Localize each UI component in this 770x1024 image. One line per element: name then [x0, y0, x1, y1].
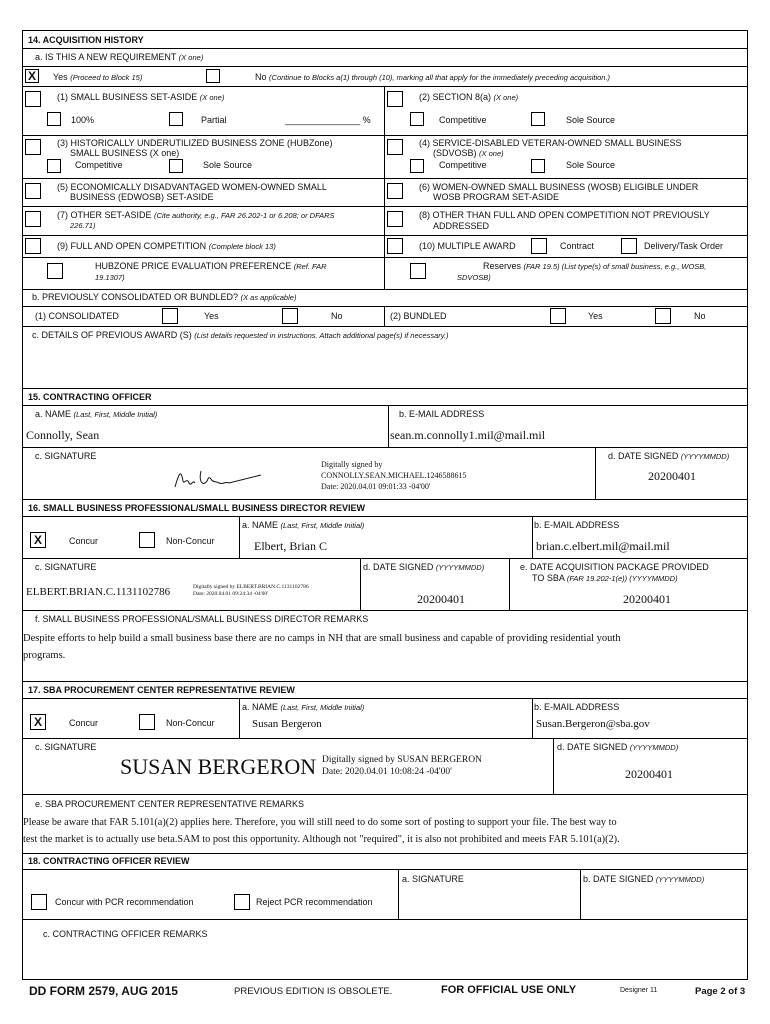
sbp-nonconcur-checkbox[interactable]	[139, 532, 155, 548]
sbp-concur-label: Concur	[69, 536, 99, 546]
small-business-set-aside-label: (1) SMALL BUSINESS SET-ASIDE (X one)	[57, 92, 225, 102]
consolidated-label: (1) CONSOLIDATED	[35, 311, 119, 321]
pcr-remarks-label: e. SBA PROCUREMENT CENTER REPRESENTATIVE REMARKS	[35, 799, 305, 809]
sbp-concur-checkbox[interactable]: X	[30, 532, 46, 548]
consolidated-yes-checkbox[interactable]	[162, 308, 178, 324]
bundled-label: (2) BUNDLED	[390, 311, 447, 321]
co-name-value[interactable]: Connolly, Sean	[26, 428, 100, 442]
sdvosb-checkbox[interactable]	[387, 139, 403, 155]
new-requirement-label: a. IS THIS A NEW REQUIREMENT (X one)	[35, 52, 204, 62]
small-business-set-aside-checkbox[interactable]	[25, 91, 41, 107]
pcr-digital-signature: Digitally signed by SUSAN BERGERON Date: 2020.04.01 10:08:24 -04'00'	[322, 755, 482, 777]
edwosb-label-2: BUSINESS (EDWOSB) SET-ASIDE	[70, 192, 214, 202]
hubzone-sole-source-checkbox[interactable]	[169, 159, 183, 173]
section-15-title: 15. CONTRACTING OFFICER	[28, 392, 152, 402]
section-8a-checkbox[interactable]	[387, 91, 403, 107]
co-review-remarks-label: c. CONTRACTING OFFICER REMARKS	[43, 929, 208, 939]
multiple-award-checkbox[interactable]	[387, 238, 403, 254]
sbsa-100-checkbox[interactable]	[47, 112, 61, 126]
sbsa-partial-checkbox[interactable]	[169, 112, 183, 126]
reject-pcr-label: Reject PCR recommendation	[256, 897, 373, 907]
pcr-concur-label: Concur	[69, 718, 99, 728]
bundled-yes-label: Yes	[588, 311, 603, 321]
hubzone-competitive-label: Competitive	[75, 160, 123, 170]
delivery-task-order-checkbox[interactable]	[621, 238, 637, 254]
reject-pcr-checkbox[interactable]	[234, 894, 250, 910]
no-label: No (Continue to Blocks a(1) through (10), marking all that apply for the immediately preceding acquisition.)	[255, 72, 611, 82]
sbsa-percent-field[interactable]: _______________ %	[285, 115, 371, 125]
section-18-title: 18. CONTRACTING OFFICER REVIEW	[28, 856, 190, 866]
sbsa-100-label: 100%	[71, 115, 95, 125]
edwosb-label-1: (5) ECONOMICALLY DISADVANTAGED WOMEN-OWNED SMALL	[57, 182, 327, 192]
package-date-label-1: e. DATE ACQUISITION PACKAGE PROVIDED	[520, 562, 709, 572]
section-17-title: 17. SBA PROCUREMENT CENTER REPRESENTATIVE REVIEW	[28, 685, 295, 695]
co-signature-label: c. SIGNATURE	[35, 451, 97, 461]
pcr-date-label: d. DATE SIGNED (YYYYMMDD)	[557, 742, 679, 752]
hubzone-label-2: SMALL BUSINESS (X one)	[70, 148, 180, 158]
sbp-email-label: b. E-MAIL ADDRESS	[534, 520, 620, 530]
delivery-task-order-label: Delivery/Task Order	[644, 241, 724, 251]
8a-competitive-checkbox[interactable]	[410, 112, 424, 126]
wosb-label-1: (6) WOMEN-OWNED SMALL BUSINESS (WOSB) ELIGIBLE UNDER	[419, 182, 699, 192]
concur-pcr-label: Concur with PCR recommendation	[55, 897, 194, 907]
form-number: DD FORM 2579, AUG 2015	[29, 984, 178, 998]
pcr-signature-label: c. SIGNATURE	[35, 742, 97, 752]
co-review-date-label: b. DATE SIGNED (YYYYMMDD)	[583, 874, 705, 884]
reserves-label: Reserves (FAR 19.5) (List type(s) of small business, e.g., WOSB,	[483, 261, 707, 271]
section-16-title: 16. SMALL BUSINESS PROFESSIONAL/SMALL BUSINESS DIRECTOR REVIEW	[28, 503, 366, 513]
co-digital-signature: Digitally signed by CONNOLLY.SEAN.MICHAEL.1246588615 Date: 2020.04.01 09:01:33 -04'00'	[321, 460, 467, 491]
8a-sole-source-checkbox[interactable]	[531, 112, 545, 126]
sdvosb-label-2: (SDVOSB) (X one)	[433, 148, 504, 158]
previous-edition-note: PREVIOUS EDITION IS OBSOLETE.	[234, 986, 393, 997]
co-date-value[interactable]: 20200401	[648, 469, 696, 483]
wosb-checkbox[interactable]	[387, 183, 403, 199]
hubzone-price-preference-label: HUBZONE PRICE EVALUATION PREFERENCE (Ref. FAR	[95, 261, 327, 271]
co-email-value[interactable]: sean.m.connolly1.mil@mail.mil	[390, 428, 546, 442]
fouo-label: FOR OFFICIAL USE ONLY	[441, 984, 577, 996]
contract-checkbox[interactable]	[531, 238, 547, 254]
consolidated-no-checkbox[interactable]	[282, 308, 298, 324]
co-review-signature-label: a. SIGNATURE	[402, 874, 464, 884]
pcr-nonconcur-label: Non-Concur	[166, 718, 215, 728]
not-full-open-label-2: ADDRESSED	[433, 221, 490, 231]
pcr-signature-name: SUSAN BERGERON	[120, 754, 317, 779]
sbp-remarks-text[interactable]: Despite efforts to help build a small business base there are no camps in NH that are small business and capable of providing residential youth programs.	[23, 633, 621, 661]
sbp-name-value[interactable]: Elbert, Brian C	[254, 539, 327, 553]
hubzone-price-preference-note: 19.1307)	[95, 273, 125, 282]
co-email-label: b. E-MAIL ADDRESS	[399, 409, 485, 419]
not-full-open-checkbox[interactable]	[387, 211, 403, 227]
section-8a-label: (2) SECTION 8(a) (X one)	[419, 92, 519, 102]
contract-label: Contract	[560, 241, 595, 251]
pcr-name-label: a. NAME (Last, First, Middle Initial)	[242, 702, 365, 712]
section-14-title: 14. ACQUISITION HISTORY	[28, 35, 144, 45]
page-number: Page 2 of 3	[695, 986, 746, 997]
consolidated-bundled-label: b. PREVIOUSLY CONSOLIDATED OR BUNDLED? (X as applicable)	[32, 292, 297, 302]
hubzone-label-1: (3) HISTORICALLY UNDERUTILIZED BUSINESS ZONE (HUBZone)	[57, 138, 333, 148]
designer-label: Designer 11	[620, 987, 658, 994]
bundled-no-checkbox[interactable]	[655, 308, 671, 324]
sbp-signature-label: c. SIGNATURE	[35, 562, 97, 572]
edwosb-checkbox[interactable]	[25, 183, 41, 199]
yes-label: Yes (Proceed to Block 15)	[53, 72, 143, 82]
bundled-yes-checkbox[interactable]	[550, 308, 566, 324]
sbsa-partial-label: Partial	[201, 115, 227, 125]
pcr-email-label: b. E-MAIL ADDRESS	[534, 702, 620, 712]
8a-sole-source-label: Sole Source	[566, 115, 616, 125]
multiple-award-label: (10) MULTIPLE AWARD	[419, 241, 516, 251]
co-handwritten-signature	[171, 463, 267, 491]
sbp-signature-name: ELBERT.BRIAN.C.1131102786	[26, 586, 171, 598]
concur-pcr-checkbox[interactable]	[31, 894, 47, 910]
dd-form-2579-page	[22, 30, 748, 980]
sdvosb-competitive-checkbox[interactable]	[410, 159, 424, 173]
hubzone-price-preference-checkbox[interactable]	[47, 263, 63, 279]
co-name-label: a. NAME (Last, First, Middle Initial)	[35, 409, 158, 419]
hubzone-competitive-checkbox[interactable]	[47, 159, 61, 173]
reserves-checkbox[interactable]	[410, 263, 426, 279]
8a-competitive-label: Competitive	[439, 115, 487, 125]
hubzone-checkbox[interactable]	[25, 139, 41, 155]
reserves-note: SDVOSB)	[457, 273, 491, 282]
new-requirement-no-checkbox[interactable]	[206, 69, 220, 83]
sdvosb-label-1: (4) SERVICE-DISABLED VETERAN-OWNED SMALL BUSINESS	[419, 138, 682, 148]
pcr-name-value[interactable]: Susan Bergeron	[252, 718, 322, 730]
full-open-competition-label: (9) FULL AND OPEN COMPETITION (Complete block 13)	[57, 241, 276, 251]
wosb-label-2: WOSB PROGRAM SET-ASIDE	[433, 192, 560, 202]
previous-award-details-label: c. DETAILS OF PREVIOUS AWARD (S) (List details requested in instructions. Attach additional page(s) if necessary.)	[32, 330, 449, 340]
pcr-nonconcur-checkbox[interactable]	[139, 714, 155, 730]
sbp-nonconcur-label: Non-Concur	[166, 536, 215, 546]
hubzone-sole-source-label: Sole Source	[203, 160, 253, 170]
previous-award-details-field[interactable]	[25, 343, 745, 385]
new-requirement-yes-checkbox[interactable]: X	[25, 69, 39, 83]
consolidated-yes-label: Yes	[204, 311, 219, 321]
pcr-remarks-text[interactable]: Please be aware that FAR 5.101(a)(2) applies here. Therefore, you will still need to do some sort of posting to support your file. The best way to test the market is to actually use beta.SAM to post this opportunity. Although not "required", it is also not prohibited and meets FAR 5.101(a)(2).	[23, 817, 620, 845]
sbp-email-value[interactable]: brian.c.elbert.mil@mail.mil	[536, 539, 670, 553]
not-full-open-label-1: (8) OTHER THAN FULL AND OPEN COMPETITION NOT PREVIOUSLY	[419, 210, 710, 220]
pcr-concur-checkbox[interactable]: X	[30, 714, 46, 730]
pcr-email-value[interactable]: Susan.Bergeron@sba.gov	[536, 718, 650, 730]
sdvosb-competitive-label: Competitive	[439, 160, 487, 170]
other-set-aside-note: 226.71)	[70, 221, 96, 230]
package-date-label-2: TO SBA (FAR 19.202-1(e)) (YYYYMMDD)	[532, 573, 678, 583]
sbp-remarks-label: f. SMALL BUSINESS PROFESSIONAL/SMALL BUSINESS DIRECTOR REMARKS	[35, 614, 369, 624]
sbp-digital-signature: Digitally signed by ELBERT.BRIAN.C.1131102786 Date: 2020.04.01 09:24:34 -04'00'	[193, 584, 309, 597]
other-set-aside-checkbox[interactable]	[25, 211, 41, 227]
sdvosb-sole-source-label: Sole Source	[566, 160, 616, 170]
co-review-remarks-field[interactable]	[25, 943, 745, 977]
co-date-label: d. DATE SIGNED (YYYYMMDD)	[608, 451, 730, 461]
pcr-date-value[interactable]: 20200401	[625, 767, 673, 781]
sdvosb-sole-source-checkbox[interactable]	[531, 159, 545, 173]
bundled-no-label: No	[694, 311, 706, 321]
other-set-aside-label: (7) OTHER SET-ASIDE (Cite authority, e.g., FAR 26.202-1 or 6.208; or DFARS	[57, 210, 335, 220]
sbp-date-value[interactable]: 20200401	[417, 592, 465, 606]
sbp-name-label: a. NAME (Last, First, Middle Initial)	[242, 520, 365, 530]
consolidated-no-label: No	[331, 311, 343, 321]
full-open-competition-checkbox[interactable]	[25, 238, 41, 254]
package-date-value[interactable]: 20200401	[623, 592, 671, 606]
sbp-date-label: d. DATE SIGNED (YYYYMMDD)	[363, 562, 485, 572]
